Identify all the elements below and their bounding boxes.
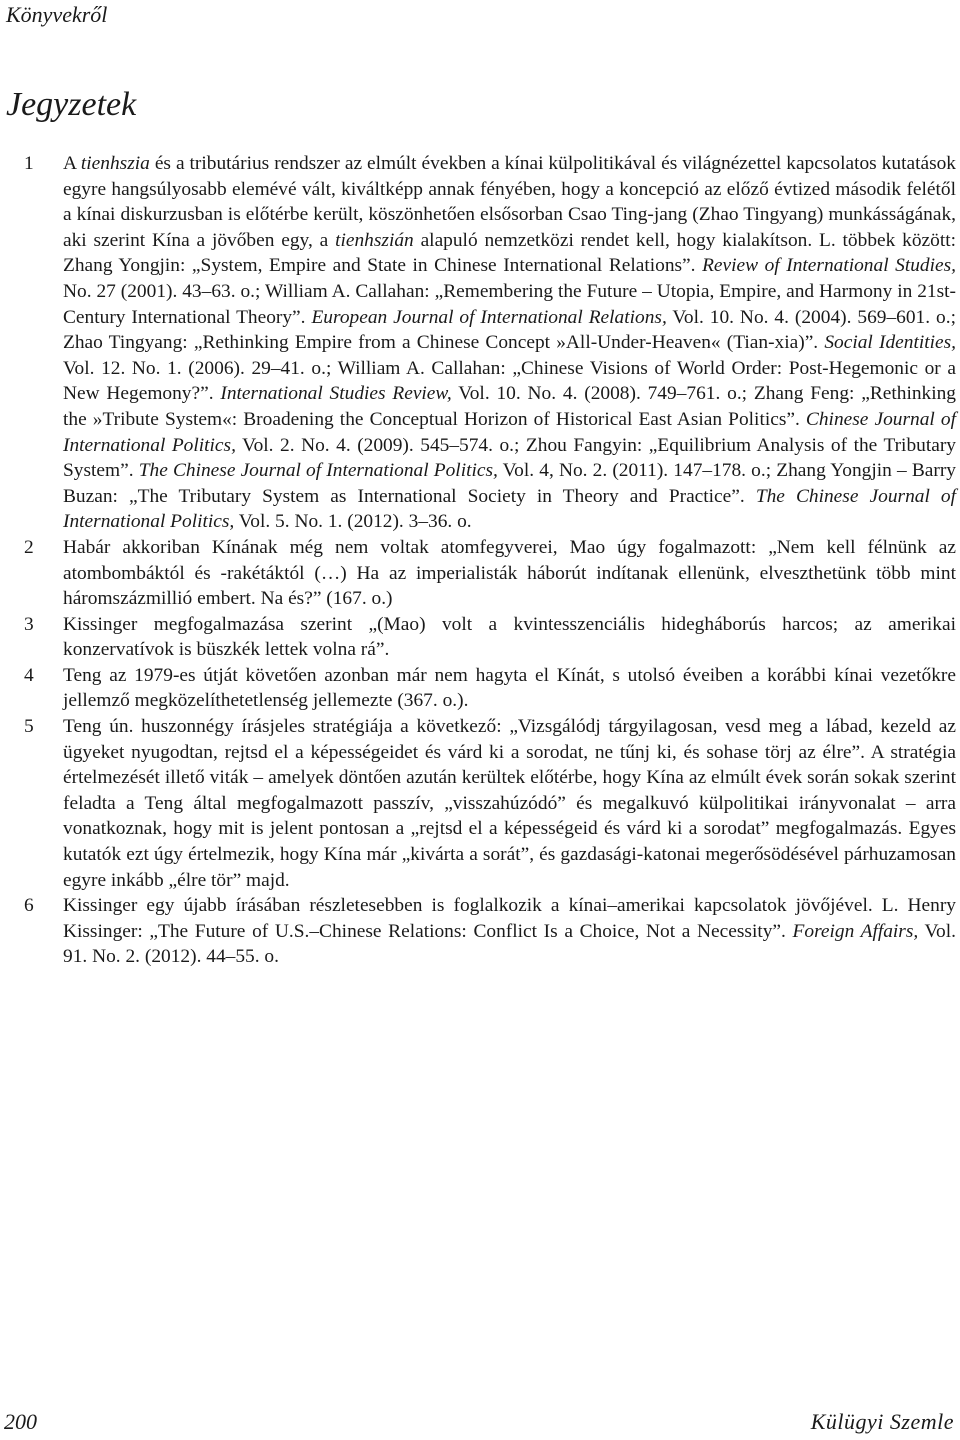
- endnote-text: [63, 714, 956, 893]
- journal-name: Külügyi Szemle: [810, 1409, 954, 1434]
- endnote-2: [24, 535, 956, 612]
- endnote-text: [63, 151, 956, 535]
- endnote-number: 1: [24, 153, 34, 174]
- endnotes-list: [24, 151, 956, 970]
- italic-citation: European Journal of International Relations,: [311, 306, 667, 328]
- italic-citation: The Chinese Journal of International Politics,: [63, 485, 956, 533]
- italic-citation: tienhszia: [80, 153, 150, 174]
- endnote-4: [24, 663, 956, 714]
- italic-citation: Foreign Affairs,: [792, 920, 919, 942]
- endnote-6: [24, 893, 956, 970]
- italic-citation: International Studies Review,: [220, 383, 452, 405]
- endnote-number: 4: [24, 664, 34, 686]
- endnote-1: [24, 151, 956, 535]
- text-run: és a tributárius rendszer az elmúlt években a kínai külpolitikával és világnézettel kapcsolatos kutatások egyre hangsúlyosabb elemévé vált, kiváltképp annak fényében, hogy a koncepció az előző évtized második felétől a kínai diskurzusban is előtérbe került, köszönhetően elsősorban Csao Ting-jang (Zhao Tingyang) munkásságának, aki szerint Kína a jövőben egy, a: [63, 153, 957, 251]
- text-run: Vol. 91. No. 2. (2012). 44–55. o.: [63, 920, 956, 968]
- text-run: alapuló nemzetközi rendet kell, hogy kialakítson. L. többek között: Zhang Yongjin: „System, Empire and State in Chinese International Relations”.: [63, 229, 956, 277]
- endnote-number: 5: [24, 716, 34, 738]
- text-run: Vol. 10. No. 4. (2008). 749–761. o.; Zhang Feng: „Rethinking the »Tribute System«: Broadening the Conceptual Horizon of Historical East Asian Politics”.: [63, 383, 956, 430]
- text-run: Teng ún. huszonnégy írásjeles stratégiája a következő: „Vizsgálódj tárgyilagosan, vesd meg a lábad, kezeld az ügyeket nyugodtan, rejtsd el a képességeidet és várd ki a sorodat, ne tűnj ki, és sohase törj az élre”. A stratégia értelmezését illető viták – amelyek döntően azután kerültek előtérbe, hogy Kína az elmúlt évek során sokak szerint feladta a Teng által megfogalmazott passzív, „visszahúzódó” és megalkuvó külpolitikai irányvonalat – arra vonatkoznak, hogy mit is jelent pontosan a „rejtsd el a képességeid és várd ki a sorodat” megfogalmazás. Egyes kutatók ezt úgy értelmezik, hogy Kína már „kivárta a sorát”, és gazdasági-katonai megerősödésével párhuzamosan egyre inkább „élre tör” majd.: [63, 716, 956, 891]
- endnote-text: [63, 663, 956, 714]
- section-title: Jegyzetek: [6, 86, 137, 123]
- endnote-text: [63, 612, 956, 663]
- text-run: Kissinger egy újabb írásában részletesebben is foglalkozik a kínai–amerikai kapcsolatok jövőjével. L. Henry Kissinger: „The Future of U.S.–Chinese Relations: Conflict Is a Choice, Not a Necessity”.: [63, 895, 956, 942]
- text-run: Vol. 4, No. 2. (2011). 147–178. o.; Zhang Yongjin – Barry Buzan: „The Tributary System as International Society in Theory and Practice”.: [63, 460, 956, 507]
- italic-citation: Review of International Studies,: [702, 255, 956, 277]
- text-run: Vol. 10. No. 4. (2004). 569–601. o.; Zhao Tingyang: „Rethinking Empire from a Chinese Concept »All-Under-Heaven« (Tian-xia)”.: [63, 306, 956, 354]
- text-run: Habár akkoriban Kínának még nem voltak atomfegyverei, Mao úgy fogalmazott: „Nem kell félnünk az atombombáktól és -rakétáktól (…) Ha az imperialisták háborút indítanak ellenünk, elveszthetünk több mint háromszázmillió embert. Na és?” (167. o.): [63, 536, 956, 610]
- italic-citation: The Chinese Journal of International Politics,: [138, 460, 498, 482]
- text-run: Vol. 5. No. 1. (2012). 3–36. o.: [234, 511, 472, 533]
- endnote-5: [24, 714, 956, 893]
- italic-citation: Chinese Journal of International Politics,: [63, 408, 956, 456]
- text-run: No. 27 (2001). 43–63. o.; William A. Callahan: „Remembering the Future – Utopia, Empire, and Harmony in 21st-Century International Theory”.: [63, 280, 956, 328]
- text-run: Vol. 12. No. 1. (2006). 29–41. o.; William A. Callahan: „Chinese Visions of World Order: Post-Hegemonic or a New Hegemony?”.: [63, 357, 956, 405]
- endnote-number: 3: [24, 613, 34, 635]
- endnote-number: 2: [24, 536, 34, 558]
- endnote-number: 6: [24, 895, 34, 917]
- endnote-3: [24, 612, 956, 663]
- text-run: Kissinger megfogalmazása szerint „(Mao) volt a kvintesszenciális hidegháborús harcos; az amerikai konzervatívok is büszkék lettek volna rá”.: [63, 613, 956, 661]
- endnote-text: [63, 535, 956, 612]
- italic-citation: tienhszián: [335, 229, 414, 251]
- running-head: Könyvekről: [6, 2, 108, 27]
- text-run: Teng az 1979-es útját követően azonban már nem hagyta el Kínát, s utolsó éveiben a korábbi kínai vezetőkre jellemző megközelíthetetlenség jellemezte (367. o.).: [63, 664, 956, 712]
- page-number: 200: [4, 1409, 37, 1434]
- text-run: Vol. 2. No. 4. (2009). 545–574. o.; Zhou Fangyin: „Equilibrium Analysis of the Tributary System”.: [63, 434, 956, 482]
- text-run: A: [63, 153, 81, 174]
- endnote-text: [63, 893, 956, 970]
- italic-citation: Social Identities,: [824, 332, 956, 354]
